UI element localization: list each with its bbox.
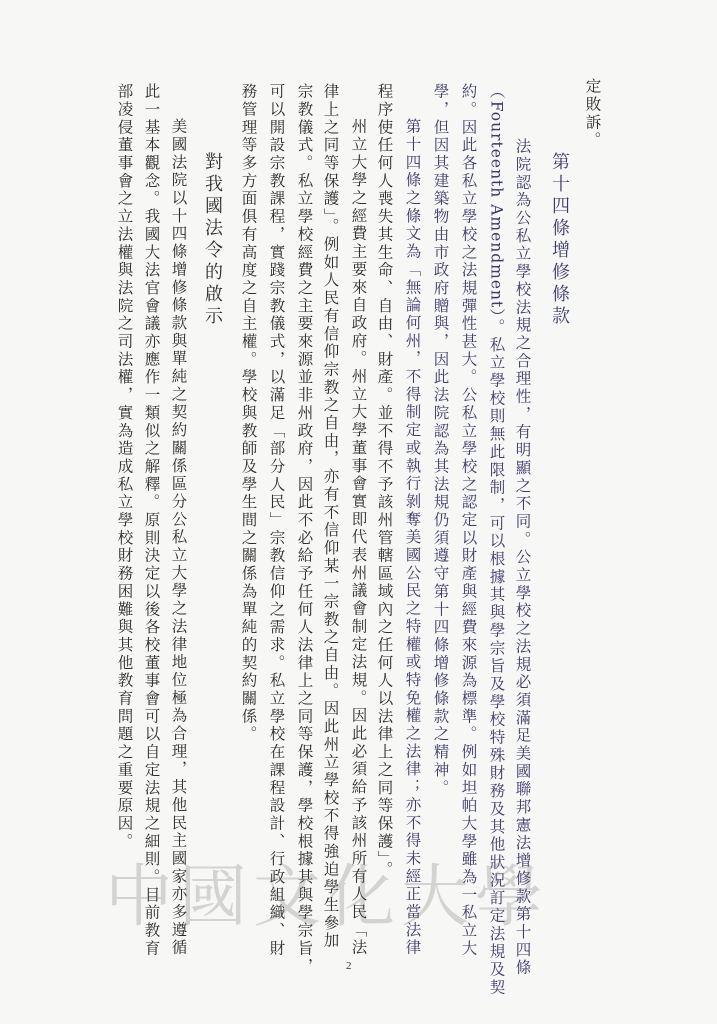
text-column-4-rest: ）。私立學校則無此限制，可以根據其與學宗旨及學校特殊財務及其他狀況訂定法規及契 <box>487 308 506 997</box>
text-column-10: 律上之同等保護」。例如人民有信仰宗教之自由，亦有不信仰某一宗教之自由。因此州立學校不得強迫學生參加 <box>321 83 340 950</box>
text-column-9: 州立大學之經費主要來自政府。州立大學董事會實即代表州議會制定法規。因此必須給予該州所有人民「法 <box>349 118 368 957</box>
page-number: 2 <box>346 960 352 972</box>
text-column-16: 此一基本觀念。我國大法官會議亦應作一類似之解釋。原則決定以後各校董事會可以自定法規之細則。目前教育 <box>142 83 161 958</box>
text-column-1: 定敗訴。 <box>583 78 602 150</box>
text-column-11: 宗教儀式。私立學校經費之主要來源並非州政府，因此不必給予任何人法律上之同等保護，學校根據其與學宗旨， <box>295 83 314 976</box>
paren-open: （ <box>487 83 506 101</box>
section-heading-amendment: 第十四條增修條款 <box>549 152 570 328</box>
section-heading-implications: 對我國法令的啟示 <box>202 152 223 328</box>
text-column-6: 學，但因其建築物由市政府贈與，因此法院認為其法規仍須遵守第十四條增修條款之精神。 <box>431 83 450 797</box>
text-column-17: 部凌侵董事會之立法權與法院之司法權，實為造成私立學校財務困難與其他教育問題之重要原因。 <box>115 83 134 851</box>
text-column-13: 務管理等多方面俱有高度之自主權。學校與教師及學生間之關係為單純的契約關係。 <box>239 83 258 744</box>
university-watermark: 中國文化大學 <box>105 858 550 937</box>
text-column-7: 第十四條之條文為「無論何州，不得制定或執行剝奪美國公民之特權或特免權之法律；亦不得未經正當法律 <box>403 118 422 957</box>
text-column-5: 約。因此各私立學校之法規彈性甚大。公私立學校之認定以財產與經費來源為標準。例如坦帕大學雖為一私立大 <box>459 83 478 958</box>
amendment-english-name: Fourteenth Amendment <box>487 100 506 309</box>
text-column-8: 程序使任何人喪失其生命、自由、財產。並不得不予該州管轄區域內之任何人以法律上之同等保護」。 <box>375 83 394 879</box>
text-column-12: 可以開設宗教課程，實踐宗教儀式，以滿足「部分人民」宗教信仰之需求。私立學校在課程設計、行政組織、財 <box>267 83 286 958</box>
text-column-3: 法院認為公私立學校法規之合理性，有明顯之不同。公立學校之法規必須滿足美國聯邦憲法增修款第十四條 <box>513 138 532 977</box>
text-column-15: 美國法院以十四條增修條款與單純之契約關係區分公私立大學之法律地位極為合理，其他民主國家亦多遵循 <box>169 118 188 957</box>
